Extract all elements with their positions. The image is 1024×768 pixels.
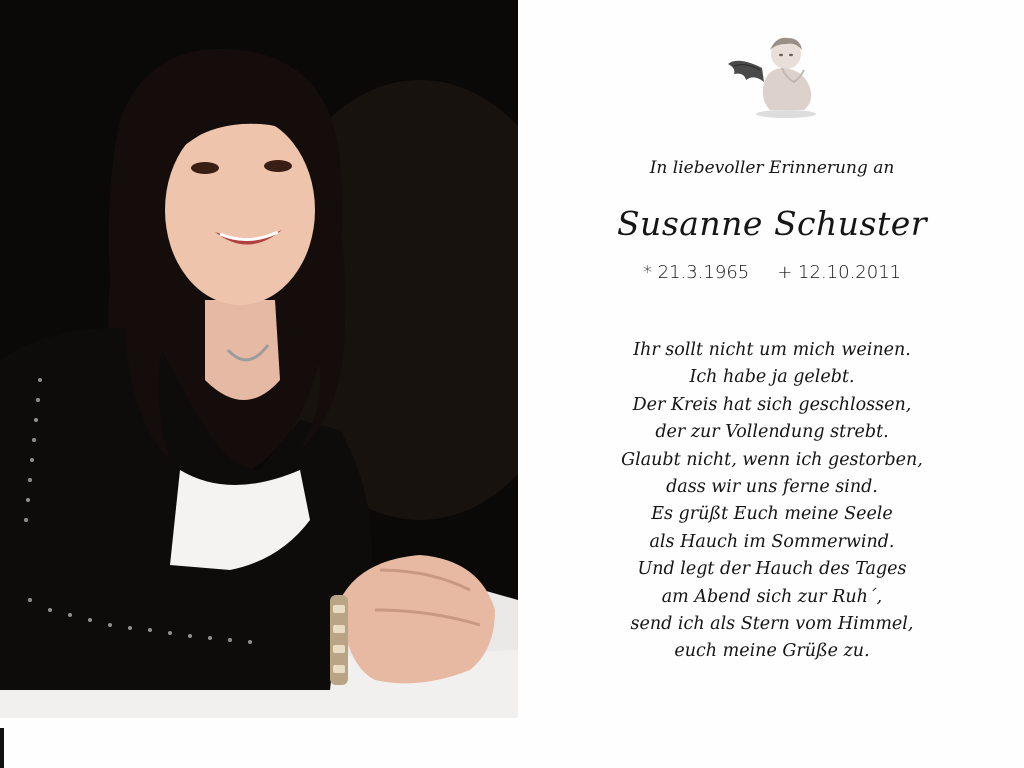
portrait-photo	[0, 0, 518, 718]
poem-line: Es grüßt Euch meine Seele	[651, 504, 893, 525]
poem-line: send ich als Stern vom Himmel,	[630, 614, 914, 635]
poem-line: der zur Vollendung strebt.	[655, 422, 889, 443]
poem-line: am Abend sich zur Ruh´,	[661, 586, 883, 607]
poem-line: Ich habe ja gelebt.	[689, 367, 855, 388]
life-dates	[560, 262, 984, 283]
poem-line: als Hauch im Sommerwind.	[649, 531, 895, 552]
scan-edge	[0, 728, 4, 768]
poem-line: Der Kreis hat sich geschlossen,	[632, 394, 912, 415]
poem-line: Ihr sollt nicht um mich weinen.	[633, 340, 911, 360]
deceased-name: Susanne Schuster	[616, 204, 928, 243]
poem-line: euch meine Grüße zu.	[674, 641, 870, 662]
angel-icon	[724, 30, 824, 120]
poem-line: Und legt der Hauch des Tages	[637, 559, 907, 580]
poem-line: Glaubt nicht, wenn ich gestorben,	[621, 449, 923, 470]
intro-line: In liebevoller Erinnerung an	[649, 158, 895, 178]
memorial-text	[560, 0, 984, 700]
portrait-illustration	[0, 0, 518, 718]
memorial-poem	[560, 337, 984, 666]
poem-line: dass wir uns ferne sind.	[666, 477, 878, 498]
birth-date: * 21.3.1965	[642, 262, 750, 283]
death-date: + 12.10.2011	[777, 262, 902, 283]
